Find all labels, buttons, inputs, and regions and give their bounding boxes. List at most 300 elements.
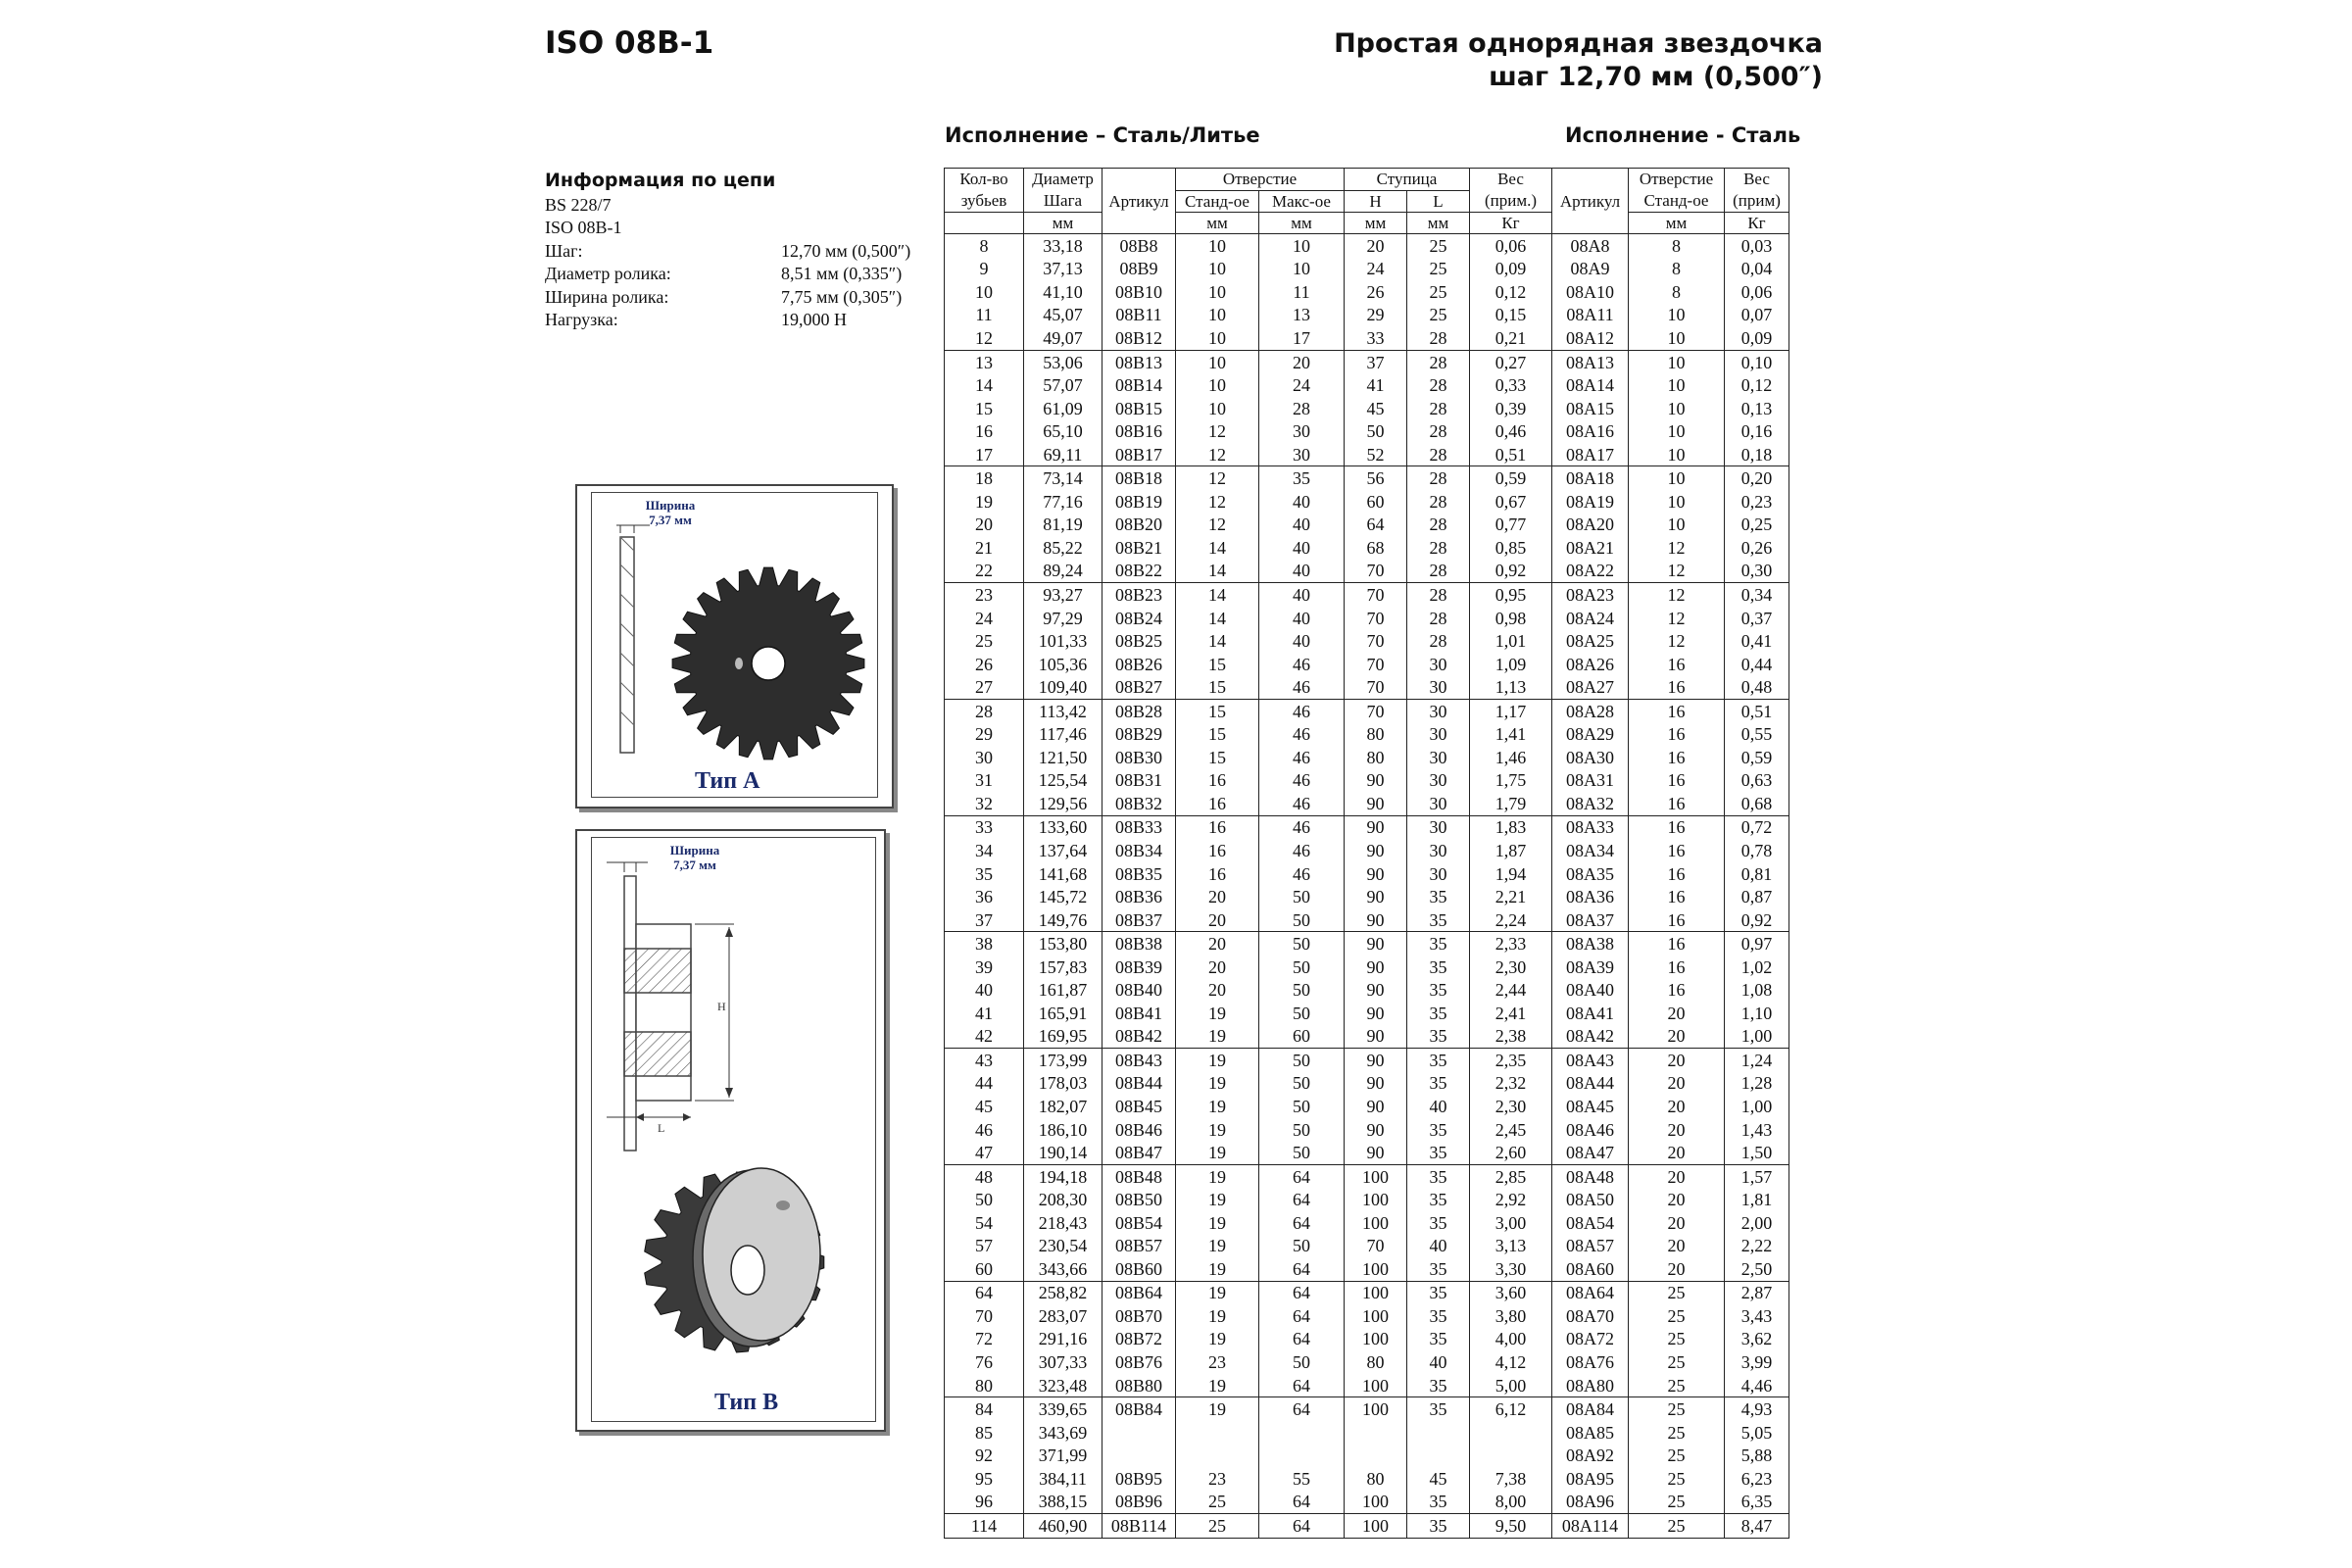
cell-bore-std: 19: [1176, 1095, 1259, 1118]
cell-bore-std: 16: [1176, 815, 1259, 839]
cell-pitch-diameter: 384,11: [1024, 1467, 1102, 1491]
cell-pitch-diameter: 182,07: [1024, 1095, 1102, 1118]
cell-bore-2-std: 10: [1629, 304, 1725, 327]
cell-hub-h: 70: [1345, 629, 1407, 653]
table-row: [945, 1350, 1789, 1374]
cell-bore-std: 14: [1176, 607, 1259, 630]
cell-weight: 4,12: [1470, 1350, 1552, 1374]
cell-hub-l: 30: [1407, 675, 1470, 699]
cell-article: 08B27: [1102, 675, 1176, 699]
cell-hub-l: 35: [1407, 1281, 1470, 1304]
cell-weight-2: 0,55: [1725, 722, 1789, 746]
cell-bore-2-std: 16: [1629, 699, 1725, 722]
cell-weight: 0,12: [1470, 280, 1552, 304]
cell-bore-2-std: 20: [1629, 1211, 1725, 1235]
cell-teeth: 80: [945, 1374, 1024, 1397]
cell-hub-h: 70: [1345, 583, 1407, 607]
cell-bore-std: 14: [1176, 583, 1259, 607]
cell-weight-2: 0,92: [1725, 908, 1789, 932]
cell-teeth: 39: [945, 956, 1024, 979]
cell-article-2: 08A33: [1552, 815, 1629, 839]
cell-hub-l: 40: [1407, 1350, 1470, 1374]
cell-article: 08B35: [1102, 862, 1176, 886]
table-row: [945, 1421, 1789, 1445]
cell-weight-2: 0,03: [1725, 234, 1789, 258]
chain-param-label: Ширина ролика:: [545, 287, 669, 307]
table-row: [945, 234, 1789, 258]
cell-article-2: 08A92: [1552, 1444, 1629, 1467]
cell-bore-2-std: 20: [1629, 1235, 1725, 1258]
cell-bore-max: 64: [1259, 1211, 1345, 1235]
sprocket-table: [944, 168, 1789, 1539]
cell-bore-std: 19: [1176, 1002, 1259, 1025]
cell-hub-h: 26: [1345, 280, 1407, 304]
unit-kg: Кг: [1470, 213, 1552, 234]
cell-hub-l: 35: [1407, 1397, 1470, 1421]
cell-weight: 0,98: [1470, 607, 1552, 630]
cell-bore-std: 12: [1176, 443, 1259, 466]
cell-weight-2: 0,13: [1725, 397, 1789, 420]
cell-weight-2: 0,25: [1725, 514, 1789, 537]
cell-hub-h: 64: [1345, 514, 1407, 537]
cell-bore-std: [1176, 1444, 1259, 1467]
cell-weight: 7,38: [1470, 1467, 1552, 1491]
cell-hub-l: 45: [1407, 1467, 1470, 1491]
cell-bore-max: 46: [1259, 699, 1345, 722]
cell-weight-2: 0,34: [1725, 583, 1789, 607]
cell-teeth: 29: [945, 722, 1024, 746]
cell-article-2: 08A27: [1552, 675, 1629, 699]
chain-param-label: Шаг:: [545, 241, 583, 261]
cell-bore-std: 10: [1176, 258, 1259, 281]
cell-hub-l: 25: [1407, 234, 1470, 258]
cell-teeth: 84: [945, 1397, 1024, 1421]
table-row: [945, 583, 1789, 607]
cell-article-2: 08A50: [1552, 1188, 1629, 1211]
cell-bore-max: 40: [1259, 560, 1345, 583]
cell-bore-std: 15: [1176, 746, 1259, 769]
cell-article: 08B36: [1102, 885, 1176, 908]
table-row: [945, 607, 1789, 630]
cell-bore-max: 64: [1259, 1491, 1345, 1514]
cell-pitch-diameter: 133,60: [1024, 815, 1102, 839]
cell-bore-std: 15: [1176, 675, 1259, 699]
cell-bore-max: 30: [1259, 443, 1345, 466]
cell-hub-l: 35: [1407, 1514, 1470, 1539]
cell-hub-h: 90: [1345, 1072, 1407, 1096]
cell-hub-l: 25: [1407, 304, 1470, 327]
cell-pitch-diameter: 258,82: [1024, 1281, 1102, 1304]
cell-article: 08B15: [1102, 397, 1176, 420]
cell-bore-max: 13: [1259, 304, 1345, 327]
cell-bore-std: 10: [1176, 280, 1259, 304]
cell-hub-l: 35: [1407, 1002, 1470, 1025]
table-row: [945, 675, 1789, 699]
cell-weight-2: 0,59: [1725, 746, 1789, 769]
cell-weight-2: 0,72: [1725, 815, 1789, 839]
table-row: [945, 862, 1789, 886]
cell-teeth: 8: [945, 234, 1024, 258]
cell-hub-l: 30: [1407, 722, 1470, 746]
cell-hub-l: 25: [1407, 280, 1470, 304]
cell-bore-std: 19: [1176, 1118, 1259, 1142]
cell-article-2: 08A35: [1552, 862, 1629, 886]
cell-bore-std: 19: [1176, 1304, 1259, 1328]
table-row: [945, 514, 1789, 537]
table-row: [945, 326, 1789, 350]
table-row: [945, 304, 1789, 327]
cell-weight: 2,33: [1470, 932, 1552, 956]
cell-bore-std: 25: [1176, 1491, 1259, 1514]
cell-article-2: 08A43: [1552, 1049, 1629, 1072]
cell-article-2: 08A19: [1552, 490, 1629, 514]
cell-weight-2: 2,50: [1725, 1257, 1789, 1281]
cell-hub-h: 80: [1345, 722, 1407, 746]
table-row: [945, 699, 1789, 722]
cell-hub-l: 35: [1407, 908, 1470, 932]
cell-weight: 0,59: [1470, 466, 1552, 490]
cell-teeth: 16: [945, 419, 1024, 443]
cell-weight: 4,00: [1470, 1328, 1552, 1351]
cell-bore-2-std: 10: [1629, 419, 1725, 443]
cell-hub-l: 28: [1407, 350, 1470, 373]
cell-hub-l: 28: [1407, 607, 1470, 630]
cell-pitch-diameter: 388,15: [1024, 1491, 1102, 1514]
cell-bore-2-std: 10: [1629, 373, 1725, 397]
cell-weight: 0,77: [1470, 514, 1552, 537]
cell-hub-h: 70: [1345, 607, 1407, 630]
cell-article-2: 08A16: [1552, 419, 1629, 443]
cell-article-2: 08A17: [1552, 443, 1629, 466]
table-row: [945, 1444, 1789, 1467]
cell-weight: 0,95: [1470, 583, 1552, 607]
cell-weight-2: 1,00: [1725, 1025, 1789, 1049]
cell-weight: 2,60: [1470, 1141, 1552, 1164]
cell-weight-2: 1,43: [1725, 1118, 1789, 1142]
cell-bore-2-std: 25: [1629, 1467, 1725, 1491]
cell-hub-l: 35: [1407, 1025, 1470, 1049]
header-pitch-diameter: Диаметр Шага: [1024, 169, 1102, 213]
cell-bore-max: 50: [1259, 1141, 1345, 1164]
table-row: [945, 1072, 1789, 1096]
cell-hub-h: [1345, 1421, 1407, 1445]
table-row: [945, 1118, 1789, 1142]
cell-pitch-diameter: 97,29: [1024, 607, 1102, 630]
cell-article: 08B80: [1102, 1374, 1176, 1397]
cell-weight: 2,38: [1470, 1025, 1552, 1049]
cell-article-2: 08A70: [1552, 1304, 1629, 1328]
cell-bore-max: 40: [1259, 514, 1345, 537]
cell-article-2: 08A13: [1552, 350, 1629, 373]
header-hub-h: H: [1345, 190, 1407, 213]
cell-teeth: 23: [945, 583, 1024, 607]
cell-hub-h: 90: [1345, 1118, 1407, 1142]
cell-article: 08B33: [1102, 815, 1176, 839]
cell-bore-2-std: 20: [1629, 1072, 1725, 1096]
cell-pitch-diameter: 291,16: [1024, 1328, 1102, 1351]
cell-hub-l: 35: [1407, 932, 1470, 956]
cell-article: 08B20: [1102, 514, 1176, 537]
cell-bore-max: 64: [1259, 1257, 1345, 1281]
cell-hub-h: [1345, 1444, 1407, 1467]
cell-bore-std: 12: [1176, 490, 1259, 514]
table-row: [945, 1164, 1789, 1188]
cell-article-2: 08A41: [1552, 1002, 1629, 1025]
cell-bore-max: 46: [1259, 675, 1345, 699]
cell-bore-std: 23: [1176, 1467, 1259, 1491]
cell-bore-2-std: 16: [1629, 839, 1725, 862]
type-b-caption: Тип В: [714, 1390, 779, 1415]
cell-bore-std: 19: [1176, 1281, 1259, 1304]
cell-pitch-diameter: 153,80: [1024, 932, 1102, 956]
cell-hub-h: 100: [1345, 1211, 1407, 1235]
cell-hub-l: 35: [1407, 1141, 1470, 1164]
cell-article-2: 08A9: [1552, 258, 1629, 281]
cell-pitch-diameter: 169,95: [1024, 1025, 1102, 1049]
cell-hub-l: 35: [1407, 1304, 1470, 1328]
cell-weight: 2,45: [1470, 1118, 1552, 1142]
sprocket-type-a-drawing: [577, 486, 892, 807]
table-row: [945, 373, 1789, 397]
cell-weight: 2,30: [1470, 956, 1552, 979]
cell-article: 08B21: [1102, 536, 1176, 560]
table-row: [945, 1514, 1789, 1539]
cell-bore-max: 28: [1259, 397, 1345, 420]
cell-pitch-diameter: 460,90: [1024, 1514, 1102, 1539]
cell-bore-std: 15: [1176, 699, 1259, 722]
cell-article-2: 08A21: [1552, 536, 1629, 560]
cell-weight: 0,09: [1470, 258, 1552, 281]
cell-pitch-diameter: 157,83: [1024, 956, 1102, 979]
cell-article-2: 08A22: [1552, 560, 1629, 583]
cell-hub-h: 60: [1345, 490, 1407, 514]
cell-bore-std: 19: [1176, 1397, 1259, 1421]
cell-bore-std: 19: [1176, 1257, 1259, 1281]
cell-article-2: 08A114: [1552, 1514, 1629, 1539]
cell-hub-h: 29: [1345, 304, 1407, 327]
cell-weight-2: 4,46: [1725, 1374, 1789, 1397]
cell-bore-std: 10: [1176, 326, 1259, 350]
cell-article: 08B8: [1102, 234, 1176, 258]
cell-bore-2-std: 8: [1629, 234, 1725, 258]
table-row: [945, 653, 1789, 676]
chain-param-value: 12,70 мм (0,500″): [781, 241, 911, 261]
cell-bore-std: 16: [1176, 792, 1259, 815]
cell-article-2: 08A95: [1552, 1467, 1629, 1491]
cell-hub-l: 35: [1407, 1257, 1470, 1281]
cell-hub-l: 28: [1407, 466, 1470, 490]
unit-mm: мм: [1024, 213, 1102, 234]
cell-bore-max: 46: [1259, 839, 1345, 862]
cell-bore-std: 14: [1176, 536, 1259, 560]
cell-hub-l: 28: [1407, 560, 1470, 583]
cell-weight: 0,33: [1470, 373, 1552, 397]
cell-bore-2-std: 20: [1629, 1049, 1725, 1072]
table-row: [945, 1188, 1789, 1211]
table-row: [945, 1281, 1789, 1304]
cell-teeth: 35: [945, 862, 1024, 886]
cell-weight-2: 0,06: [1725, 280, 1789, 304]
cell-weight-2: 0,04: [1725, 258, 1789, 281]
cell-bore-std: 14: [1176, 560, 1259, 583]
cell-bore-2-std: 20: [1629, 1118, 1725, 1142]
cell-bore-std: 10: [1176, 234, 1259, 258]
cell-article: 08B17: [1102, 443, 1176, 466]
cell-article-2: 08A14: [1552, 373, 1629, 397]
cell-weight-2: 0,48: [1725, 675, 1789, 699]
cell-bore-max: 50: [1259, 1095, 1345, 1118]
cell-bore-2-std: 8: [1629, 280, 1725, 304]
product-title-line2: шаг 12,70 мм (0,500″): [1489, 62, 1823, 92]
cell-weight: 0,92: [1470, 560, 1552, 583]
cell-article: 08B39: [1102, 956, 1176, 979]
cell-weight-2: 0,44: [1725, 653, 1789, 676]
cell-weight-2: 0,18: [1725, 443, 1789, 466]
cell-article: 08B54: [1102, 1211, 1176, 1235]
cell-bore-std: 10: [1176, 304, 1259, 327]
cell-article-2: 08A30: [1552, 746, 1629, 769]
cell-weight: 1,87: [1470, 839, 1552, 862]
cell-article: 08B46: [1102, 1118, 1176, 1142]
table-row: [945, 466, 1789, 490]
cell-pitch-diameter: 339,65: [1024, 1397, 1102, 1421]
cell-teeth: 76: [945, 1350, 1024, 1374]
cell-bore-2-std: 10: [1629, 397, 1725, 420]
cell-hub-h: 100: [1345, 1188, 1407, 1211]
cell-weight: 3,60: [1470, 1281, 1552, 1304]
cell-bore-2-std: 16: [1629, 932, 1725, 956]
table-row: [945, 1049, 1789, 1072]
cell-hub-h: 33: [1345, 326, 1407, 350]
cell-article-2: 08A24: [1552, 607, 1629, 630]
cell-article: 08B31: [1102, 769, 1176, 793]
unit-mm: мм: [1629, 213, 1725, 234]
chain-info-title: Информация по цепи: [545, 170, 776, 191]
cell-pitch-diameter: 69,11: [1024, 443, 1102, 466]
cell-article: 08B84: [1102, 1397, 1176, 1421]
cell-bore-2-std: 12: [1629, 607, 1725, 630]
cell-pitch-diameter: 283,07: [1024, 1304, 1102, 1328]
cell-bore-2-std: 12: [1629, 583, 1725, 607]
cell-article: 08B24: [1102, 607, 1176, 630]
cell-bore-std: 15: [1176, 722, 1259, 746]
cell-weight: 1,01: [1470, 629, 1552, 653]
cell-article-2: 08A18: [1552, 466, 1629, 490]
cell-bore-max: [1259, 1444, 1345, 1467]
cell-bore-std: 20: [1176, 885, 1259, 908]
header-bore-2-std: Станд-ое: [1643, 191, 1709, 210]
cell-bore-std: 12: [1176, 419, 1259, 443]
cell-weight-2: 0,10: [1725, 350, 1789, 373]
cell-teeth: 34: [945, 839, 1024, 862]
cell-weight: 0,51: [1470, 443, 1552, 466]
cell-article: 08B13: [1102, 350, 1176, 373]
cell-weight-2: 1,10: [1725, 1002, 1789, 1025]
header-bore-2: [1629, 169, 1725, 213]
cell-article: 08B44: [1102, 1072, 1176, 1096]
unit-mm: мм: [1176, 213, 1259, 234]
cell-pitch-diameter: 343,69: [1024, 1421, 1102, 1445]
cell-pitch-diameter: 129,56: [1024, 792, 1102, 815]
cell-teeth: 31: [945, 769, 1024, 793]
cell-weight: [1470, 1421, 1552, 1445]
cell-bore-2-std: 16: [1629, 675, 1725, 699]
cell-bore-max: 46: [1259, 722, 1345, 746]
cell-teeth: 33: [945, 815, 1024, 839]
cell-bore-std: 25: [1176, 1514, 1259, 1539]
cell-bore-2-std: 20: [1629, 1164, 1725, 1188]
cell-bore-2-std: 25: [1629, 1514, 1725, 1539]
cell-bore-std: 19: [1176, 1049, 1259, 1072]
cell-teeth: 92: [945, 1444, 1024, 1467]
cell-teeth: 40: [945, 979, 1024, 1003]
cell-article-2: 08A23: [1552, 583, 1629, 607]
cell-pitch-diameter: 137,64: [1024, 839, 1102, 862]
cell-bore-max: 50: [1259, 1350, 1345, 1374]
cell-weight: 8,00: [1470, 1491, 1552, 1514]
cell-bore-2-std: 25: [1629, 1350, 1725, 1374]
cell-article-2: 08A60: [1552, 1257, 1629, 1281]
cell-bore-std: 19: [1176, 1374, 1259, 1397]
cell-weight: 0,39: [1470, 397, 1552, 420]
cell-teeth: 11: [945, 304, 1024, 327]
table-row: [945, 560, 1789, 583]
cell-pitch-diameter: 33,18: [1024, 234, 1102, 258]
cell-pitch-diameter: 73,14: [1024, 466, 1102, 490]
cell-bore-2-std: 16: [1629, 746, 1725, 769]
cell-teeth: 20: [945, 514, 1024, 537]
cell-article-2: 08A54: [1552, 1211, 1629, 1235]
cell-teeth: 14: [945, 373, 1024, 397]
cell-bore-std: 20: [1176, 908, 1259, 932]
cell-bore-std: 19: [1176, 1211, 1259, 1235]
table-row: [945, 1374, 1789, 1397]
cell-hub-l: 28: [1407, 397, 1470, 420]
cell-weight: 1,83: [1470, 815, 1552, 839]
cell-teeth: 15: [945, 397, 1024, 420]
header-hub-l: L: [1407, 190, 1470, 213]
cell-bore-max: 46: [1259, 746, 1345, 769]
cell-hub-h: 24: [1345, 258, 1407, 281]
cell-bore-max: 35: [1259, 466, 1345, 490]
product-title-line1: Простая однорядная звездочка: [1334, 28, 1823, 59]
cell-article: 08B11: [1102, 304, 1176, 327]
cell-bore-max: 46: [1259, 653, 1345, 676]
cell-hub-h: 80: [1345, 746, 1407, 769]
type-a-caption: Тип А: [695, 768, 760, 794]
cell-pitch-diameter: 149,76: [1024, 908, 1102, 932]
cell-hub-l: 35: [1407, 1328, 1470, 1351]
cell-bore-2-std: 16: [1629, 956, 1725, 979]
cell-hub-h: 68: [1345, 536, 1407, 560]
cell-hub-l: 28: [1407, 536, 1470, 560]
cell-teeth: 37: [945, 908, 1024, 932]
header-bore-std: Станд-ое: [1176, 190, 1259, 213]
cell-weight-2: 0,23: [1725, 490, 1789, 514]
cell-hub-l: 30: [1407, 746, 1470, 769]
cell-hub-h: 90: [1345, 1049, 1407, 1072]
cell-teeth: 60: [945, 1257, 1024, 1281]
cell-weight: 1,46: [1470, 746, 1552, 769]
cell-article-2: 08A15: [1552, 397, 1629, 420]
cell-pitch-diameter: 113,42: [1024, 699, 1102, 722]
cell-weight: [1470, 1444, 1552, 1467]
cell-teeth: 85: [945, 1421, 1024, 1445]
cell-bore-2-std: 25: [1629, 1491, 1725, 1514]
cell-weight-2: 1,81: [1725, 1188, 1789, 1211]
header-hub: Ступица: [1345, 169, 1470, 191]
cell-weight: 1,94: [1470, 862, 1552, 886]
